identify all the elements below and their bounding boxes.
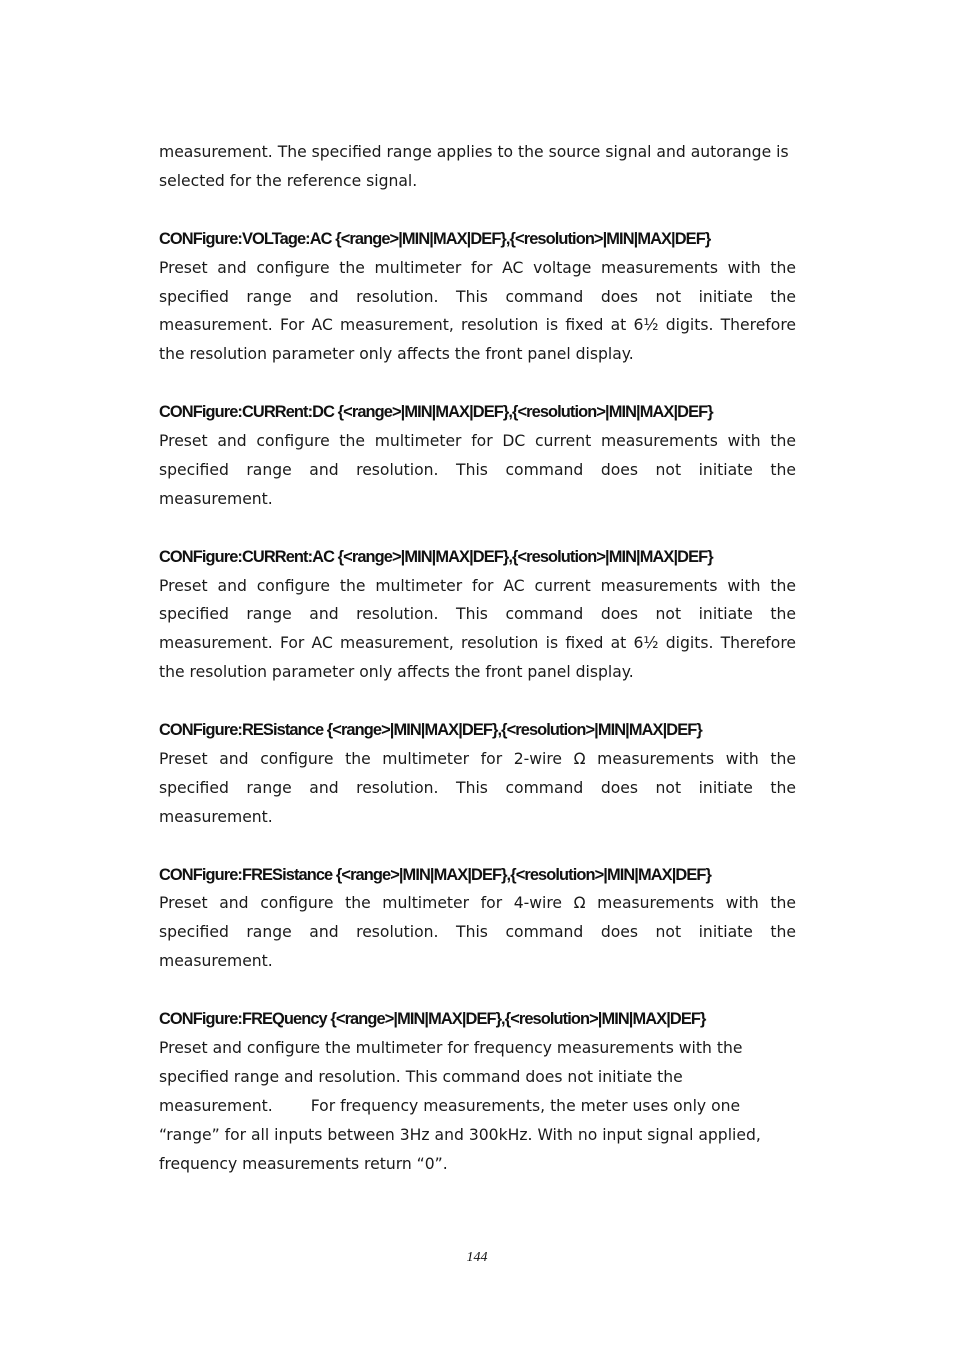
intro-line-1: measurement. The specified range applies to the source signal and autorange is — [159, 143, 789, 161]
command-description: Preset and configure the multimeter for DC current measurements with the specified range and resolution. This command does not initiate the measurement. — [159, 432, 796, 508]
command-heading: CONFigure:RESistance {<range>|MIN|MAX|DEF},{<resolution>|MIN|MAX|DEF} — [159, 721, 702, 740]
description-line: specified range and resolution. This command does not initiate the — [159, 1067, 683, 1086]
command-description: Preset and configure the multimeter for 4-wire Ω measurements with the specified range and resolution. This command does not initiate the measurement. — [159, 894, 796, 971]
command-heading: CONFigure:CURRent:DC {<range>|MIN|MAX|DEF},{<resolution>|MIN|MAX|DEF} — [159, 403, 713, 422]
description-line: frequency measurements return “0”. — [159, 1154, 448, 1173]
command-heading: CONFigure:VOLTage:AC {<range>|MIN|MAX|DEF},{<resolution>|MIN|MAX|DEF} — [159, 229, 711, 248]
page-number: 144 — [466, 1250, 488, 1265]
document-body — [159, 138, 796, 1179]
command-heading: CONFigure:CURRent:AC {<range>|MIN|MAX|DEF},{<resolution>|MIN|MAX|DEF} — [159, 547, 713, 566]
command-description: Preset and configure the multimeter for AC voltage measurements with the specified range and resolution. This command does not initiate the measurement. For AC measurement, resolution is fixed at 6½ digits. Therefore the resolution parameter only affects the front panel display. — [159, 258, 796, 364]
command-description — [159, 1034, 796, 1179]
intro-line-2: selected for the reference signal. — [159, 171, 418, 190]
command-heading: CONFigure:FRESistance {<range>|MIN|MAX|DEF},{<resolution>|MIN|MAX|DEF} — [159, 865, 711, 884]
description-line: For frequency measurements, the meter uses only one — [310, 1096, 741, 1115]
command-description: Preset and configure the multimeter for 2-wire Ω measurements with the specified range and resolution. This command does not initiate the measurement. — [159, 749, 796, 826]
command-heading: CONFigure:FREQuency {<range>|MIN|MAX|DEF},{<resolution>|MIN|MAX|DEF} — [159, 1010, 706, 1029]
description-line: “range” for all inputs between 3Hz and 300kHz. With no input signal applied, — [159, 1125, 761, 1144]
command-description: Preset and configure the multimeter for AC current measurements with the specified range and resolution. This command does not initiate the measurement. For AC measurement, resolution is fixed at 6½ digits. Therefore the resolution parameter only affects the front panel display. — [159, 576, 796, 682]
description-line: measurement. — [159, 1096, 273, 1115]
description-line: Preset and configure the multimeter for frequency measurements with the — [159, 1039, 743, 1057]
intro-paragraph — [159, 138, 796, 196]
